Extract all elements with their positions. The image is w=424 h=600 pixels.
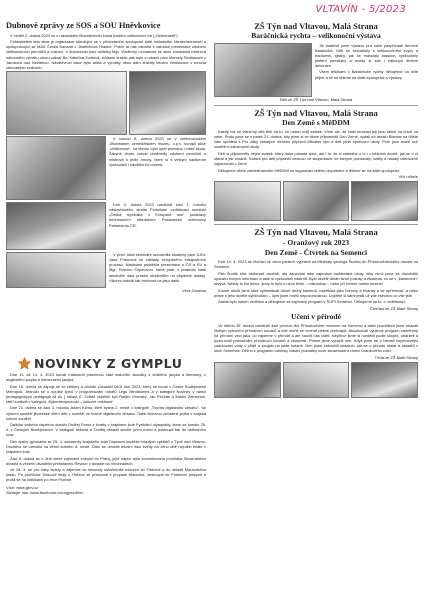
photo-exhibition — [214, 43, 312, 97]
signature: Třída ze ZŠ Malé Strany — [374, 355, 418, 360]
paragraph: Ve středu 26. dubna navštívili žáci prvních tříd Přírodovědné muzeum na Semenci a další pravidlech jsme ukázali čtvrtým vytvoření přírodních kousků a zde mohli se nechat pěkně překvapit. Absolvovali výukový program zaměřený na přírodní věci jako, co najdeme v přírodě a ale naučit nás vidět. Nejdříve jsme si rozdělili podle skupin, obdrželi a pozorovali pozorování přírodních kousků a zkoumali. Potom jsme vyrazili ven. Když jsme se u hledali nejvhodnější zadržování vody v půdě a zaújalo na naše krásné. Den jsme zakončili ukázkou, jak se o přírodu starat a zasadili v okolí Semence. Děti si z programu odnesly vlastní poznatky nové zkušenosti a rámci Oranžového roku. — [214, 323, 418, 354]
photo-row — [6, 71, 206, 135]
section-subheading: Den Země s MěDDM — [282, 117, 350, 127]
paragraph: Dalšího velkého úspěchu dosáhl Ondřej Porod z kvarty v krajském kole Fyzikální olympiády, které se konalo 25. 4. v Českých Budějovicích. V kategorii sekund a Ondřej obsadil skvělé první místo a postoupil tak do ústředního kola. — [6, 422, 206, 438]
paragraph: Každý rok se všechny děti těší na to, že oslaví svůj svátek. Víme ale, že Naši mrazáci její jsou takže na chvíli na sebe. Proto jsme se v pátek 21. dubna, kdy jsme si ve škole připomněli Den Země, vydali do areálu Blanice na hřiště vám spřátelit s Pro žáky čekalých nichtolu připravil Miloslav tým a děti plnili sportovní úkoly. Proč jsou mohli své soutěži s zábavnými úkoly. — [214, 129, 418, 150]
paragraph: V neděli 2. dubna 2023 se v rakouském Brandenhofu konal tradiční velikonoční trh („Ostermarkt“). — [10, 32, 179, 38]
divider — [214, 224, 418, 225]
signature: Čtvrťáci ze ZŠ Malé Strany — [370, 305, 418, 311]
paragraph: Děkujeme všem zaměstnancům MěDDM za organizaci celého dopoledne a těšíme se na další spolupráci. — [218, 167, 401, 173]
text-with-photo — [6, 136, 206, 200]
text-with-photo — [6, 252, 206, 288]
section-heading: ZŠ Týn nad Vltavou, Malá Strana — [254, 227, 378, 238]
paragraph: Dne 21. dubna se žáci 3. ročníku Adam Klíma, kteří bylina 2. místě v kategorii „Tvorba digitálního obsahu“. Se výherní soutěži jihočeské čtení dětí v soutěži ve tvorbě digitálního obsahu. Další klíčovou zúčastnil jedná v krajská kolové soutěži. — [6, 405, 206, 421]
article-title-hnevkovice: Dubnové zprávy ze SOŠ a SOU Hněvkovice — [6, 22, 161, 30]
paragraph: Již tradičně jsme výstavu pro naše paspřízdali členové Baráčníků. Děti se seznámily s velikonočními zvyky a tradicemi, zjistily, jak se malovaly kraslice, vyzkoušely pletení pomlázky a mohly si zde i nakoupit drobné dekorace. — [315, 42, 418, 68]
photo-row — [214, 362, 418, 398]
paragraph: Dne 14. 4. 2023 se čtvrtáci ve dvou partech vypravili za Mineraly geologa Šudíka do Přírodovědeckého muzea na Semenci. — [214, 259, 418, 270]
photo-earth-day-2 — [283, 181, 350, 221]
signature: Věra Zuntová — [181, 288, 206, 294]
gymnasium-news-column — [6, 372, 206, 594]
signature: Vlčí učitelé — [398, 174, 418, 180]
section-subheading: Učení v přírodě — [291, 311, 341, 321]
paragraph: Ve 28. 4. se pro žáky kvarty a zájemce ze sekundy uskutečnila exkurze do Třeboně a do oblasti Moravského krasu. Po prohlídce Srdcové štoly v Třeboni se přesunuli k propasti Macocha, sestoupili do Punkevní jeskyně a prošli se na lodičkách po řece Punkvě. — [6, 467, 206, 483]
paragraph: Děti si připomněly nejen svátek, který naše planeta slaví, ale i to, že si zabedbe o ni i v běžném životě, jak se o ni starat a jak chránit. Svátek pro děti připravili vedoucí ve skupinkách, ve kterých poznávaly, luštily a hádaly všemožné zajímavosti o Zemi. — [214, 151, 418, 167]
paragraph: Zaslat bylo naším vzdělání a děkujeme za zajímavý program v ŠOPI Semenci. Děkujeme za to, z vzdělávací. — [218, 299, 406, 305]
section-heading: ZŠ Týn nad Vltavou, Malá Strana — [254, 22, 378, 31]
novinky-title: NOVINKY Z GYMPLU — [34, 355, 183, 371]
paragraph: Dne 18. dubna se zapojil se ve zeštyry a období zúčastnil DIGI dne 2023, který se konal v České Budějovické Metropoli. Jednalo se o soutěž týmů v programování robotů Lego Mindstorms a v kategorii Novinky v rámci pedagogických pedagogů až do ( oblast IT. Zvlášť úspěšní byli Radim Oranský, Jan Pečirán a Martin Zámečník, kteří zvítězili v kategorii „Kyberbezpečnost – únikové místnost“. — [6, 383, 206, 404]
paragraph: Dne 4. dubna 2023 navštívili žáci 1. ročníku nástavbového studia Podnikání vzdělávací seminář „Česká republika v Evropské unii“ pořádaný Informačním střediskem Poslanecké sněmovny Parlamentu ČR. — [109, 202, 206, 228]
text-with-photo — [214, 43, 418, 97]
website-link[interactable]: Více: www.gtnv.cz — [6, 484, 39, 490]
photo-nature-2 — [283, 362, 350, 398]
photo-nature-3 — [351, 362, 418, 398]
web-links — [6, 485, 206, 496]
photo-museum-visit — [6, 136, 106, 200]
section-subheading: Den Země - Čtvrtek na Semenci — [264, 247, 368, 257]
right-column — [214, 22, 418, 592]
photo-nature-1 — [214, 362, 281, 398]
paragraph: Všem tetičkám z Baráčnické rychty děkujeme za milé přijetí a už se těšíme na další spolupráci a výstavy. — [315, 69, 418, 80]
paragraph: V sobotu 8. dubna 2023 se v netěchovickém Jihočeském zemědělském muzeu, o.p.s. konala akce „Velikonoce“, na kterou byla opět pozvána i naše škola. Žákyně oboru cukrář předvedly zdobení perníčků a mistrová s jedle hmoty, které si s velkým nadšením vyzkoušeli i návštěvníci muzea. — [109, 136, 206, 167]
paragraph: V první části semináře seznámila studenty paní JUDr. Jana Francová se základy evropského integračního procesu. Následně proběhla prezentace o ČR a EU s Mgr. Terezou Čejchovou, která poté, v poslední části semináře dala prostor studentům na připadné dotazy. Všichni nabídli tak možnost na jako další. — [109, 252, 206, 283]
section-subheading: - Oranžový rok 2023 — [283, 237, 349, 247]
paragraph: Žáci 5. dubna se v Jiné velmi zajímavé exkurzi do Prahy, jejíž náplní byla komentovaná prohlídka Slovenského divadla a večerní divadelní představení Revizor v divadle na Vinohradech. — [6, 455, 206, 466]
paragraph: Pan Šudítk sice nedorazil osobně, ale zanechal nám zajímavé badatelské úkoly, díky nimž jsme se dozvěděli spoustu nových informací a také si vyzkoušeli nástroti. Bylo skvělé dělat různé pokusy a zkoumat, co se v „kamenech“ ukrývá. Někdy to šlo lehce, jindy to bylo o něco těžší – mikroskop – nebo při lúmení mohlo bezeto! — [214, 270, 418, 286]
section-heading: ZŠ Týn nad Vltavou, Malá Strana — [254, 107, 378, 118]
signature: Děti ze ZŠ Týn nad Vltavou, Malá Strana — [279, 96, 353, 102]
photo-row — [214, 181, 418, 221]
divider — [214, 105, 418, 106]
text-with-photo — [6, 202, 206, 250]
novinky-banner — [18, 355, 198, 371]
handwritten-issue-label: VLTAVÍN - 5/2023 — [315, 4, 406, 15]
photo-seminar — [6, 202, 106, 250]
photo-earth-day-3 — [351, 181, 418, 221]
paragraph: Dne 11. až 14. 4. 2023 konali maturanti písemnou část maturitní zkoušky z českého jazyka a literatury, z anglického jazyka a německého jazyka. — [6, 372, 206, 383]
star-icon — [18, 357, 31, 370]
photo-easter-decor — [129, 71, 206, 135]
paragraph: Kromě úkolů jsme také vyhledávali různé druhy kamenů, například jako horniny a říkanky a se upřímnost, a nebo práce s jeho skvělé symbolicko – kým jsme mohli nepozorovanou. Dojděte si sami jestli už víte všechno co vše jste. — [214, 287, 418, 298]
paragraph: Pořadatelem této akce je organizace sdružující se v přeshraniční spolupráci trakt Volkskultur Niederösterreich a spolupracující se MAS Česká Kanada z Jindřichova Hradce. Právě ta nás oslovila k nabídce prezentace zdobení velikonočních perníčků a cukroví. V doprovodu paní učitelky Mgr. Vladimíry Linhartové se akce zúčastnila mistrová odborného výcviku oboru cukrář Bc. Kateřina Zuntová, zdobení kraslic pak bylo v rukách paní Marcely Stoklasové z Jarošova nad Nežárkou. Návštěvníci akce byla velká a výrobky obou dám zhlédly letošní Velikonoce v mnoha rakouských rodinách. — [6, 39, 206, 70]
photo-earth-day-1 — [214, 181, 281, 221]
photo-seminar-group — [6, 252, 106, 288]
facebook-link[interactable]: Sledujte nás: www.facebook.com/gymplthn/ — [6, 490, 84, 496]
section-subheading: Baráčnická rychta – velikonoční výstava — [251, 31, 381, 41]
left-column — [6, 22, 206, 352]
paragraph: Den fyziky gymnázia se 25. 4. zúčastnily krajského kola Dopravní soutěže mladých cyklistů v Týně nad Vltavou. Družstvo se umístilo na velmi dobrém 6. místě. Dále se umístili letošní žáci kvinty na Jeho obě nejnižší finále v krajském kole. — [6, 438, 206, 455]
photo-easter-market — [6, 71, 127, 135]
